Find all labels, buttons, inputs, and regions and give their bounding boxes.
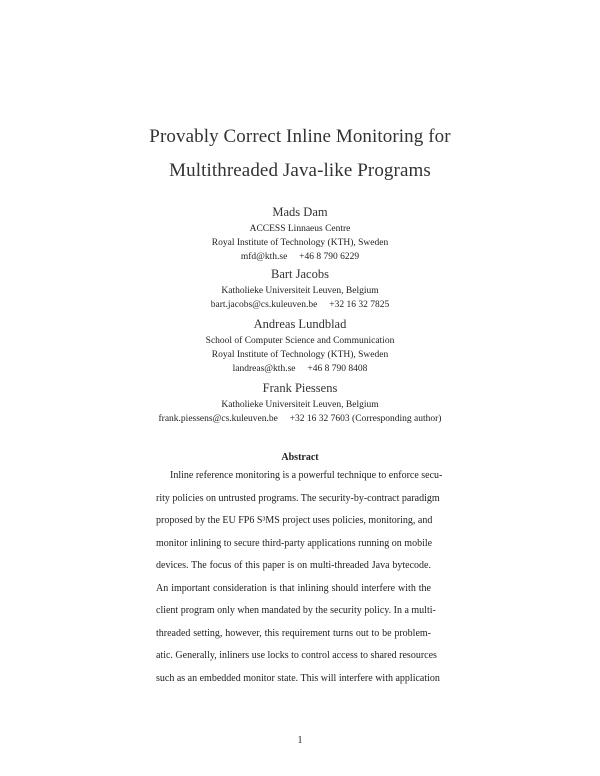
abstract-line: proposed by the EU FP6 S³MS project uses policies, monitoring, and xyxy=(156,515,433,526)
author-name: Frank Piessens xyxy=(262,381,338,395)
author-affiliation: School of Computer Science and Communication xyxy=(205,336,395,346)
abstract-line: An important consideration is that inlining should interfere with the xyxy=(156,582,431,594)
abstract-line: such as an embedded monitor state. This will interfere with application xyxy=(156,672,440,684)
abstract-line: client program only when mandated by the security policy. In a multi- xyxy=(156,605,436,616)
author-contact: mfd@kth.se +46 8 790 6229 xyxy=(240,252,360,262)
author-contact: frank.piessens@cs.kuleuven.be +32 16 32 7603 (Corresponding author) xyxy=(158,414,442,424)
abstract-line: monitor inlining to secure third-party applications running on mobile xyxy=(156,537,433,549)
author-contact: bart.jacobs@cs.kuleuven.be +32 16 32 7825 xyxy=(210,300,390,310)
page-number: 1 xyxy=(297,735,303,746)
author-name: Mads Dam xyxy=(272,205,328,219)
author-block xyxy=(0,204,600,264)
author-affiliation: Royal Institute of Technology (KTH), Sweden xyxy=(211,238,389,248)
abstract-line: threaded setting, however, this requirement turns out to be problem- xyxy=(156,627,431,639)
abstract-line: atic. Generally, inliners use locks to control access to shared resources xyxy=(156,650,437,661)
abstract-heading: Abstract xyxy=(281,452,319,463)
abstract-line: Inline reference monitoring is a powerful technique to enforce secu- xyxy=(170,470,443,481)
author-block xyxy=(0,316,600,376)
author-block xyxy=(0,266,600,312)
abstract-line: devices. The focus of this paper is on multi-threaded Java bytecode. xyxy=(156,560,431,571)
author-affiliation: Katholieke Universiteit Leuven, Belgium xyxy=(221,286,379,296)
abstract-body xyxy=(156,465,443,690)
author-contact: landreas@kth.se +46 8 790 8408 xyxy=(232,364,368,374)
author-block xyxy=(0,380,600,426)
paper-title-line-1: Provably Correct Inline Monitoring for xyxy=(149,126,451,147)
author-name: Bart Jacobs xyxy=(271,267,329,281)
author-name: Andreas Lundblad xyxy=(253,317,347,331)
author-affiliation: Katholieke Universiteit Leuven, Belgium xyxy=(221,400,379,410)
author-affiliation: Royal Institute of Technology (KTH), Sweden xyxy=(211,350,389,360)
paper-title-line-2: Multithreaded Java-like Programs xyxy=(169,160,431,181)
abstract-line: rity policies on untrusted programs. The security-by-contract paradigm xyxy=(156,492,440,504)
author-affiliation: ACCESS Linnaeus Centre xyxy=(249,224,351,234)
